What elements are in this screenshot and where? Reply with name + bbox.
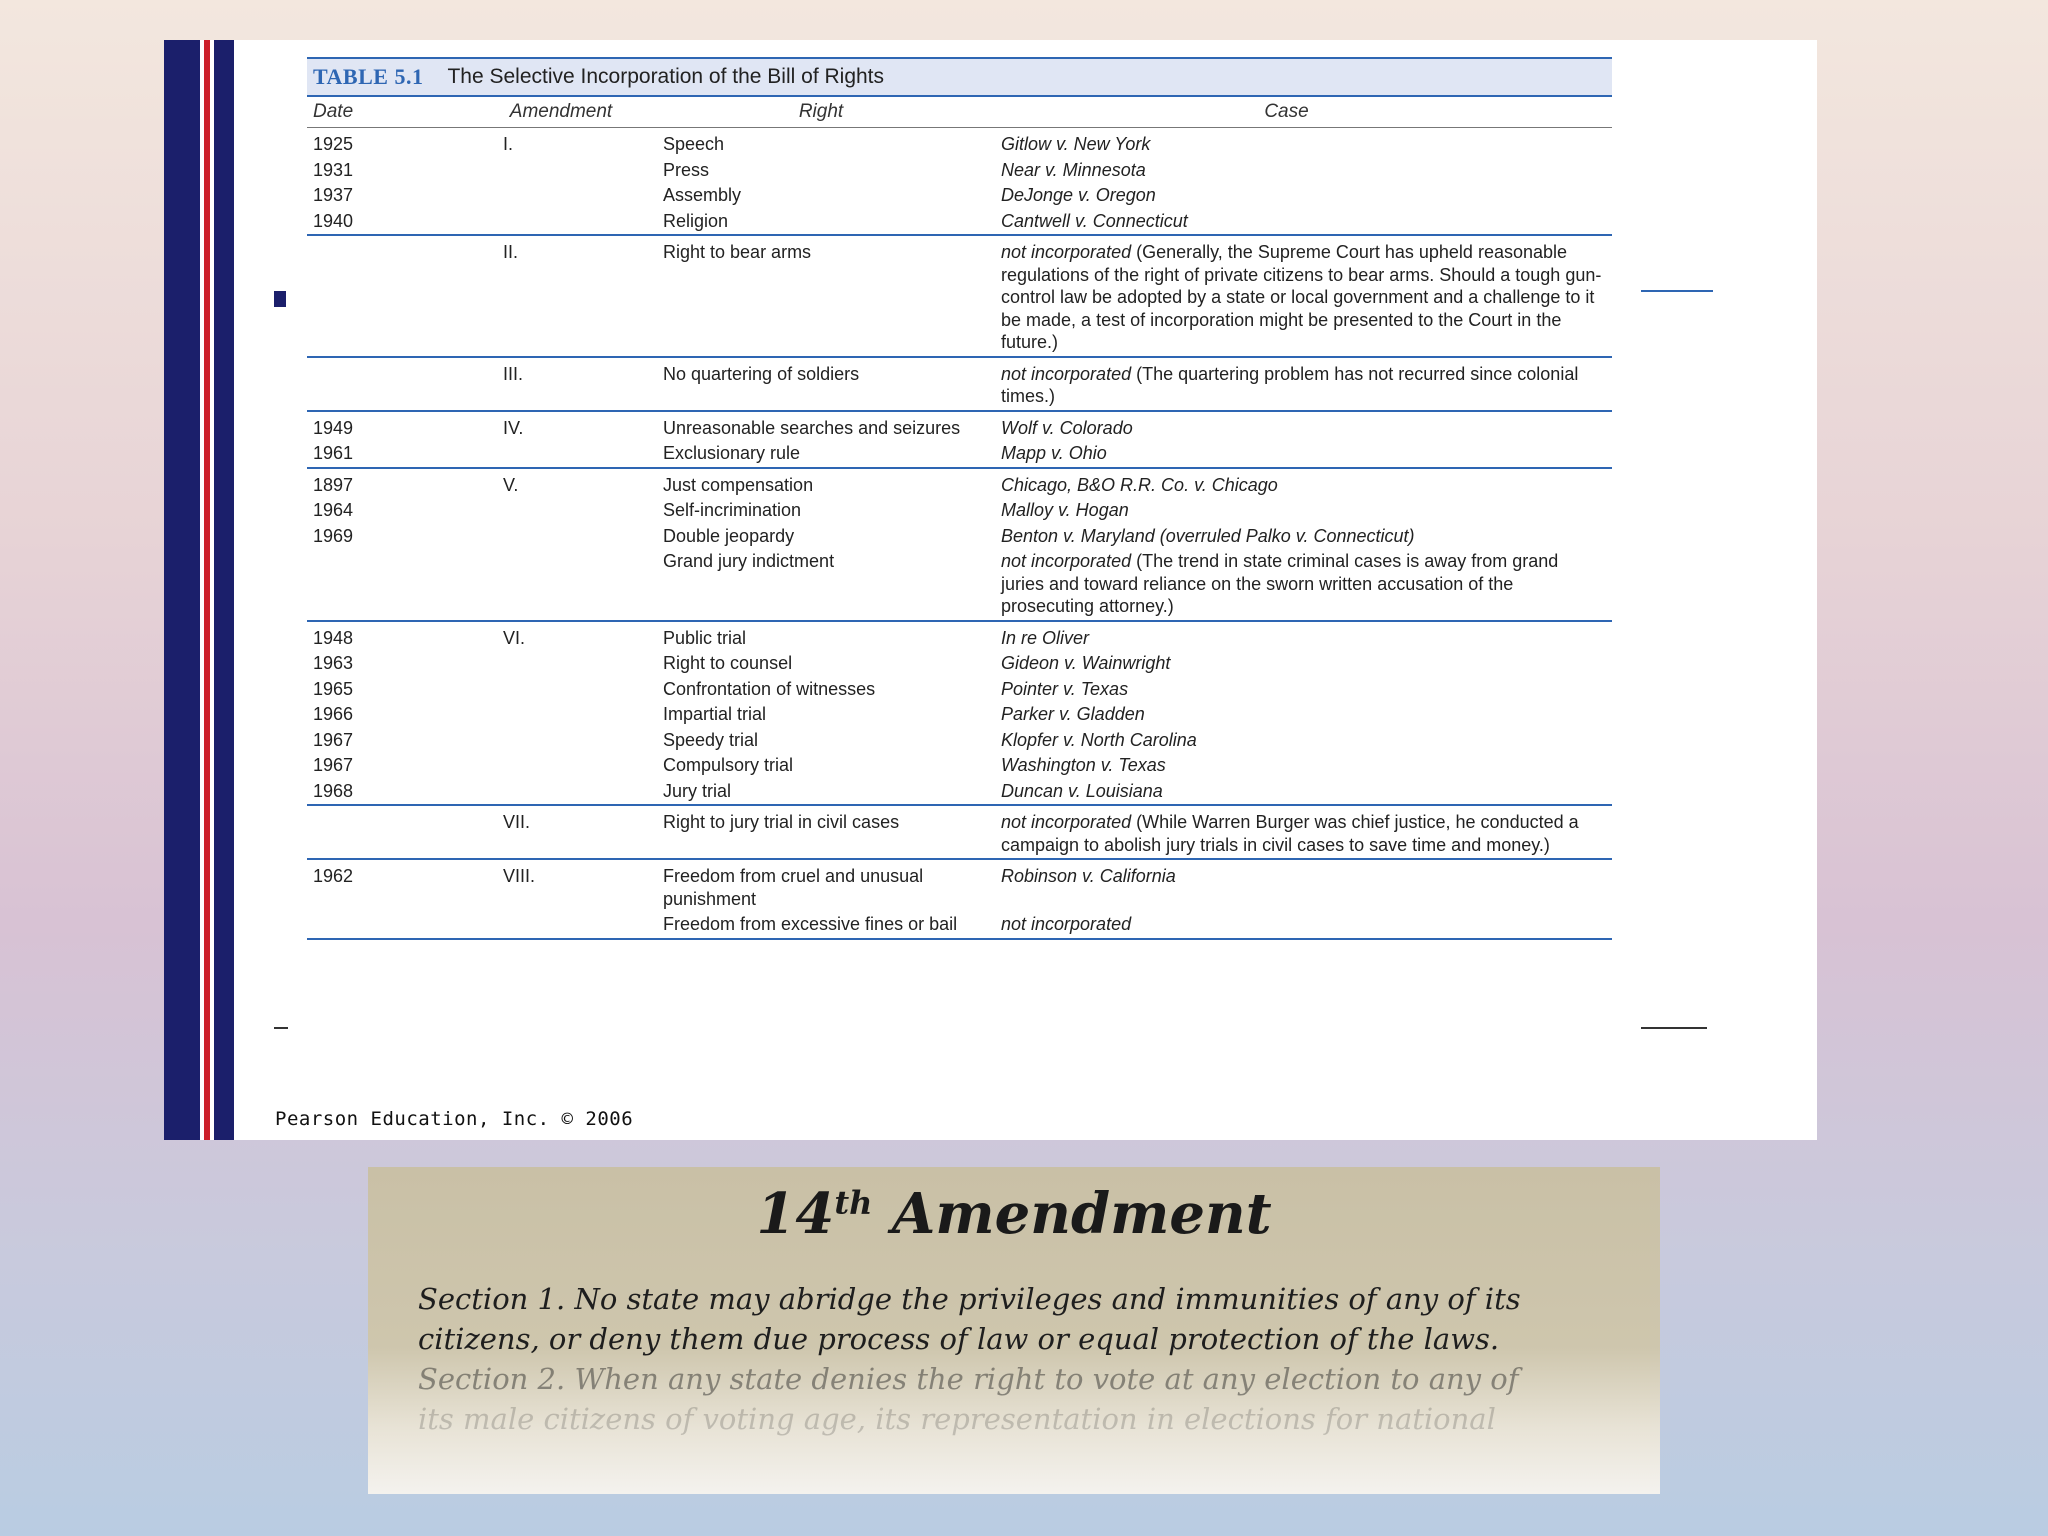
cell-right: Exclusionary rule: [663, 443, 801, 463]
cell-date: [307, 811, 503, 856]
table-label: TABLE 5.1: [313, 64, 424, 89]
cell-amendment: V.: [503, 474, 519, 495]
amendment-line: Section 2. When any state denies the right to vote at any election to any of: [418, 1362, 1519, 1396]
amendment-group: [307, 128, 1612, 236]
amendment-number: 14: [756, 1181, 835, 1247]
cell-amendment: [503, 525, 663, 548]
cell-right: Religion: [663, 210, 729, 231]
cell-date: [307, 241, 503, 354]
cell-date: 1948: [313, 627, 354, 648]
cell-amendment: [503, 780, 663, 803]
amendment-line: its male citizens of voting age, its representation in elections for national: [418, 1402, 1496, 1436]
table-header-row: [307, 97, 1612, 128]
cell-case: Near v. Minnesota: [1001, 159, 1146, 180]
table-row: [307, 624, 1612, 650]
cell-case: not incorporated (The trend in state criminal cases is away from grand juries and toward reliance on the sworn written accusation of the prosecuting attorney.): [1001, 551, 1559, 616]
table-row: [307, 156, 1612, 182]
cell-amendment: [503, 729, 663, 752]
header-date: Date: [313, 101, 354, 122]
cell-amendment: VI.: [503, 627, 526, 648]
amendment-group: [307, 236, 1612, 358]
cell-amendment: VII.: [503, 812, 531, 832]
cell-right: Grand jury indictment: [663, 551, 835, 571]
cell-date: [307, 550, 503, 618]
amendment-text: [418, 1279, 1610, 1439]
table-row: [307, 547, 1612, 618]
cell-right: Right to bear arms: [663, 242, 812, 262]
cell-case: Klopfer v. North Carolina: [1001, 729, 1197, 750]
cell-case: Benton v. Maryland (overruled Palko v. Connecticut): [1001, 525, 1415, 546]
cell-date: 1962: [313, 866, 354, 886]
margin-rule: [1641, 290, 1713, 292]
table-row: [307, 207, 1612, 233]
cell-amendment: [503, 499, 663, 522]
cell-amendment: [503, 210, 663, 233]
amendment-group: [307, 622, 1612, 807]
table-row: [307, 726, 1612, 752]
cell-case: DeJonge v. Oregon: [1001, 185, 1156, 205]
cell-case: Gitlow v. New York: [1001, 134, 1151, 154]
cell-amendment: [503, 678, 663, 701]
cell-case: In re Oliver: [1001, 627, 1090, 648]
table-title: The Selective Incorporation of the Bill of Rights: [447, 65, 885, 88]
cell-right: Compulsory trial: [663, 755, 794, 775]
header-right: Right: [798, 101, 844, 122]
table-row: [307, 751, 1612, 777]
cell-date: [307, 363, 503, 408]
amendment-suffix: th: [834, 1183, 873, 1222]
cell-amendment: [503, 159, 663, 182]
cell-amendment: II.: [503, 242, 519, 262]
cell-right: Confrontation of witnesses: [663, 678, 876, 699]
table-row: [307, 130, 1612, 156]
cell-case: Duncan v. Louisiana: [1001, 780, 1163, 801]
cell-date: 1931: [313, 159, 354, 180]
table-row: [307, 522, 1612, 548]
cell-amendment: III.: [503, 363, 524, 384]
cell-right: Right to counsel: [663, 653, 793, 673]
header-case: Case: [1264, 101, 1309, 122]
cell-right: Freedom from excessive fines or bail: [663, 914, 958, 934]
table-row: [307, 777, 1612, 803]
table-row: [307, 471, 1612, 497]
cell-right: Assembly: [663, 185, 742, 205]
amendment-word: Amendment: [891, 1181, 1272, 1247]
cell-date: 1966: [313, 704, 354, 724]
table-body: [307, 128, 1612, 940]
amendment-group: [307, 412, 1612, 469]
cell-case: Cantwell v. Connecticut: [1001, 210, 1188, 231]
cell-date: 1940: [313, 210, 354, 231]
table-row: [307, 910, 1612, 936]
amendment-group: [307, 358, 1612, 412]
table-title-bar: [307, 57, 1612, 97]
cell-case: Wolf v. Colorado: [1001, 417, 1133, 438]
cell-date: 1925: [313, 134, 354, 154]
cell-amendment: VIII.: [503, 866, 536, 886]
cell-date: 1897: [313, 474, 354, 495]
table-row: [307, 808, 1612, 856]
copyright-credit: Pearson Education, Inc. © 2006: [275, 1108, 634, 1130]
cell-right: No quartering of soldiers: [663, 363, 860, 384]
cell-case: Parker v. Gladden: [1001, 704, 1145, 724]
amendment-line: Section 1. No state may abridge the privileges and immunities of any of its: [418, 1282, 1521, 1316]
dash-marker: [274, 1027, 288, 1029]
cell-right: Right to jury trial in civil cases: [663, 812, 900, 832]
amendment-group: [307, 860, 1612, 940]
cell-amendment: [503, 184, 663, 207]
cell-date: 1963: [313, 653, 354, 673]
cell-amendment: [503, 754, 663, 777]
cell-case: Gideon v. Wainwright: [1001, 653, 1171, 673]
cell-right: Just compensation: [663, 474, 814, 495]
cell-amendment: [503, 442, 663, 465]
cell-amendment: [503, 652, 663, 675]
cell-case: Robinson v. California: [1001, 866, 1176, 886]
bullet-marker: [274, 291, 286, 307]
incorporation-table: [307, 57, 1612, 940]
amendment-title: [368, 1181, 1660, 1247]
amendment-group: [307, 469, 1612, 622]
cell-case: Mapp v. Ohio: [1001, 443, 1107, 463]
cell-date: [307, 913, 503, 936]
slide-panel: [164, 40, 1817, 1140]
table-row: [307, 360, 1612, 408]
cell-right: Freedom from cruel and unusual punishment: [663, 866, 924, 909]
cell-right: Impartial trial: [663, 704, 767, 724]
cell-right: Public trial: [663, 627, 747, 648]
table-row: [307, 649, 1612, 675]
amendment-group: [307, 806, 1612, 860]
table-row: [307, 414, 1612, 440]
cell-right: Speedy trial: [663, 729, 759, 750]
cell-amendment: IV.: [503, 417, 524, 438]
cell-amendment: [503, 550, 663, 618]
table-row: [307, 862, 1612, 910]
table-row: [307, 496, 1612, 522]
cell-case: not incorporated (Generally, the Supreme Court has upheld reasonable regulations of the right of private citizens to bear arms. Should a tough gun-control law be adopted by a state or local government and a challenge to it be made, a test of incorporation might be presented to the Court in the future.): [1001, 242, 1602, 352]
cell-case: Washington v. Texas: [1001, 755, 1166, 775]
cell-right: Self-incrimination: [663, 500, 802, 520]
cell-right: Jury trial: [663, 780, 732, 801]
cell-date: 1969: [313, 525, 354, 546]
flag-stripe-bar: [164, 40, 234, 1140]
cell-date: 1937: [313, 185, 354, 205]
cell-date: 1961: [313, 443, 354, 463]
table-row: [307, 675, 1612, 701]
cell-amendment: [503, 703, 663, 726]
amendment-line: citizens, or deny them due process of law or equal protection of the laws.: [418, 1322, 1500, 1356]
fourteenth-amendment-image: [368, 1167, 1660, 1494]
cell-case: Malloy v. Hogan: [1001, 500, 1129, 520]
cell-case: Chicago, B&O R.R. Co. v. Chicago: [1001, 474, 1278, 495]
table-row: [307, 700, 1612, 726]
table-row: [307, 238, 1612, 354]
cell-amendment: I.: [503, 134, 514, 154]
cell-date: 1949: [313, 417, 354, 438]
table-row: [307, 439, 1612, 465]
cell-case: not incorporated (While Warren Burger was chief justice, he conducted a campaign to abolish jury trials in civil cases to save time and money.): [1001, 812, 1579, 855]
cell-case: not incorporated (The quartering problem has not recurred since colonial times.): [1001, 363, 1579, 406]
cell-right: Double jeopardy: [663, 525, 795, 546]
cell-date: 1965: [313, 678, 354, 699]
table-row: [307, 181, 1612, 207]
margin-rule: [1641, 1027, 1707, 1029]
cell-right: Speech: [663, 134, 725, 154]
cell-date: 1967: [313, 729, 354, 750]
cell-right: Press: [663, 159, 710, 180]
cell-right: Unreasonable searches and seizures: [663, 417, 961, 438]
cell-case: Pointer v. Texas: [1001, 678, 1129, 699]
cell-amendment: [503, 913, 663, 936]
cell-date: 1967: [313, 755, 354, 775]
cell-date: 1968: [313, 780, 354, 801]
header-amendment: Amendment: [509, 101, 613, 122]
cell-date: 1964: [313, 500, 354, 520]
cell-case: not incorporated: [1001, 914, 1132, 934]
